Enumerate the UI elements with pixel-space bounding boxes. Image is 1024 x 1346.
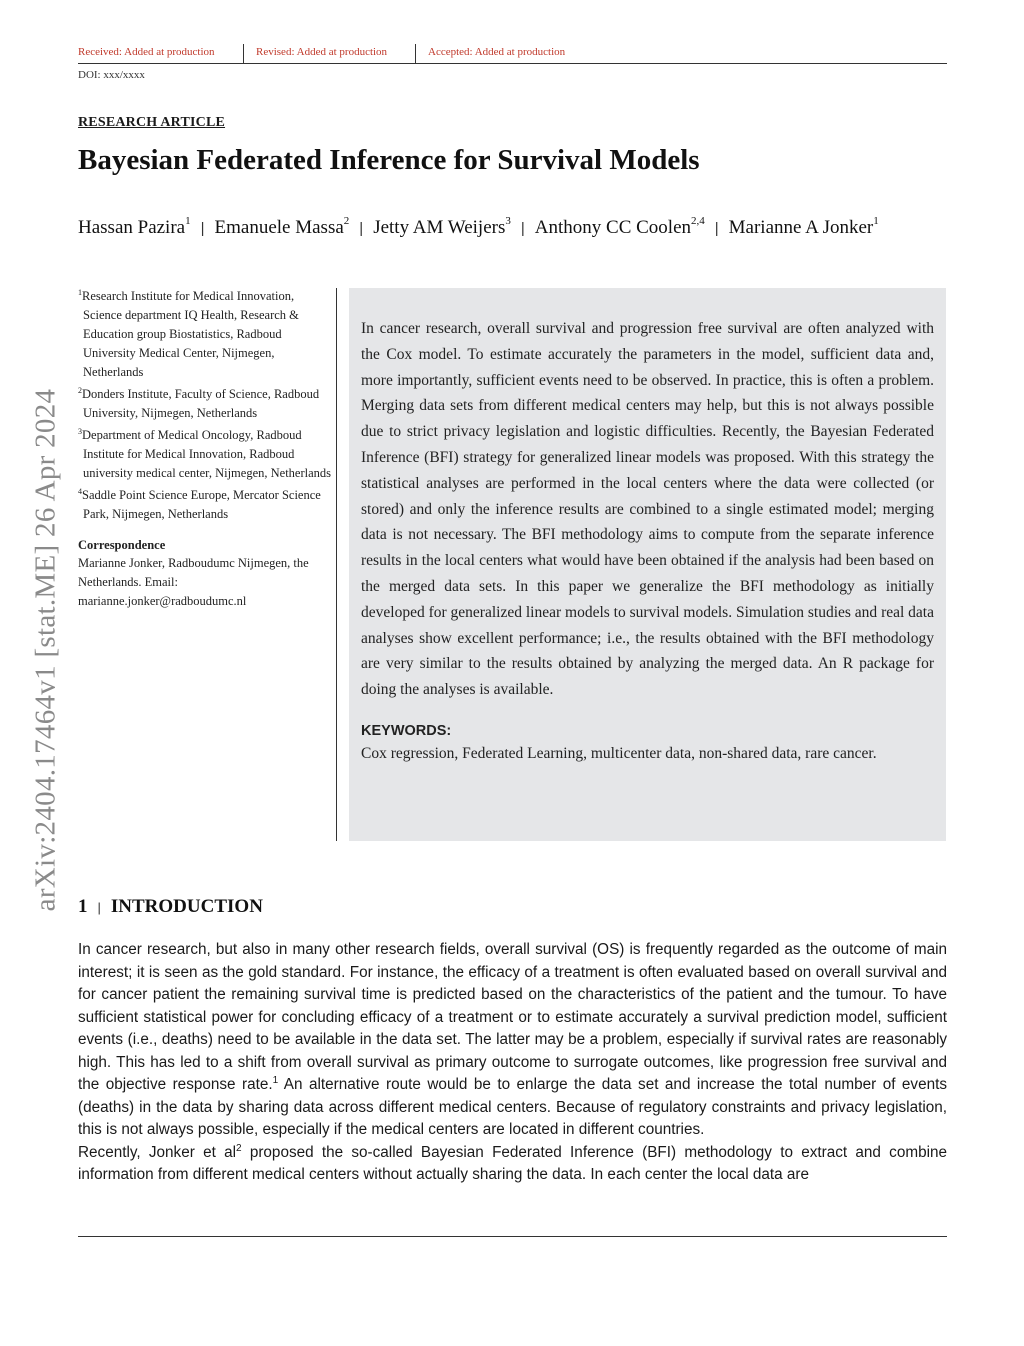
section-heading: 1 | INTRODUCTION <box>78 896 263 917</box>
keywords-text: Cox regression, Federated Learning, multicenter data, non-shared data, rare cancer. <box>361 744 877 762</box>
doi: DOI: xxx/xxxx <box>78 69 145 81</box>
article-type: RESEARCH ARTICLE <box>78 115 226 130</box>
introduction-text <box>78 939 947 1187</box>
citation-ref[interactable]: 2 <box>236 1142 242 1154</box>
abstract-text: In cancer research, overall survival and progression free survival are often analyzed with the Cox model. To estimate accurately the parameters in the model, sufficient data and, more importantly, sufficient events need to be observed. In practice, this is often a problem. Merging data sets from different medical centers may help, but this is not always possible due to strict privacy legislation and logistic difficulties. Recently, the Bayesian Federated Inference (BFI) strategy for generalized linear models was proposed. With this strategy the statistical analyses are performed in the local centers where the data were collected (or stored) and only the inference results are combined to a single estimated model; merging data is not necessary. The BFI methodology aims to compute from the separate inference results in the local centers what would have been obtained if the analysis had been based on the merged data sets. In this paper we generalize the BFI methodology as initially developed for generalized linear models to survival models. Simulation studies and real data analyses show excellent performance; i.e., the results obtained with the BFI methodology are very similar to the results obtained by analyzing the merged data. An R package for doing the analyses is available. <box>361 320 934 699</box>
author: Hassan Pazira$^1$ <box>78 215 191 239</box>
correspondence-title: Correspondence <box>78 537 166 552</box>
paragraph: In cancer research, but also in many other research fields, overall survival (OS) is frequently regarded as the outcome of main interest; it is seen as the gold standard. For instance, the efficacy of a treatment is often evaluated based on overall survival and for cancer patient the remaining survival time is predicted based on the characteristics of the patient and the tumour. To have sufficient statistical power for concluding efficacy of a treatment or to estimate accurately a survival prediction model, sufficient events (i.e., deaths) need to be available in the data set. The latter may be a problem, especially if survival rates are reasonably high. This has led to a shift from overall survival as primary outcome to surrogate outcomes, like progression free survival and the objective response rate.$^1$ An alternative route would be to enlarge the data set and increase the total number of events (deaths) in the data by sharing data across different medical centers. Because of regulatory constraints and privacy legislation, this is not always possible, especially if the medical centers are located in different countries. <box>78 941 947 1138</box>
author: Emanuele Massa$^2$ <box>214 215 350 239</box>
header-rule <box>78 63 947 64</box>
divider <box>243 44 244 63</box>
affiliation: $^1$Research Institute for Medical Innovation, Science department IQ Health, Research & Education group Biostatistics, Radboud University Medical Center, Nijmegen, Netherlands <box>78 288 299 379</box>
citation-ref[interactable]: 1 <box>272 1074 279 1086</box>
author: Anthony CC Coolen$^{2,4}$ <box>534 215 705 239</box>
dates-bar <box>78 44 947 64</box>
affiliation: $^2$Donders Institute, Faculty of Science, Radboud University, Nijmegen, Netherlands <box>78 385 320 420</box>
affiliation: $^4$Saddle Point Science Europe, Mercator Science Park, Nijmegen, Netherlands <box>78 486 321 521</box>
accepted-date: Accepted: Added at production <box>428 46 566 58</box>
keywords-title: KEYWORDS: <box>361 722 452 739</box>
correspondence <box>78 536 336 612</box>
paragraph: Recently, Jonker et $al^2$ proposed the so-called Bayesian Federated Inference (BFI) methodology to extract and combine information from different medical centers without actually sharing the data. In each center the local data are <box>78 1142 947 1183</box>
received-date: Received: Added at production <box>78 46 215 58</box>
affiliation: $^3$Department of Medical Oncology, Radboud Institute for Medical Innovation, Radboud university medical center, Nijmegen, Netherlands <box>78 426 332 480</box>
affiliations <box>78 284 336 611</box>
arxiv-stamp: arXiv:2404.17464v1 [stat.ME] 26 Apr 2024 <box>29 388 62 912</box>
divider <box>415 44 416 63</box>
author: Jetty AM Weijers$^3$ <box>373 215 511 239</box>
author-list: Hassan Pazira$^1$ | Emanuele Massa$^2$ | Jetty AM Weijers$^3$ | Anthony CC Coolen$^{2,4}$ | Marianne A Jonker$^1$ <box>78 215 879 239</box>
paper-title: Bayesian Federated Inference for Survival Models <box>78 144 700 176</box>
abstract-box <box>349 288 946 841</box>
correspondence-text: Marianne Jonker, Radboudumc Nijmegen, the Netherlands. Email: marianne.jonker@radboudumc.nl <box>78 556 309 609</box>
footer-rule <box>78 1236 947 1237</box>
revised-date: Revised: Added at production <box>256 46 388 58</box>
column-divider <box>336 288 337 841</box>
author: Marianne A Jonker$^1$ <box>728 215 879 239</box>
